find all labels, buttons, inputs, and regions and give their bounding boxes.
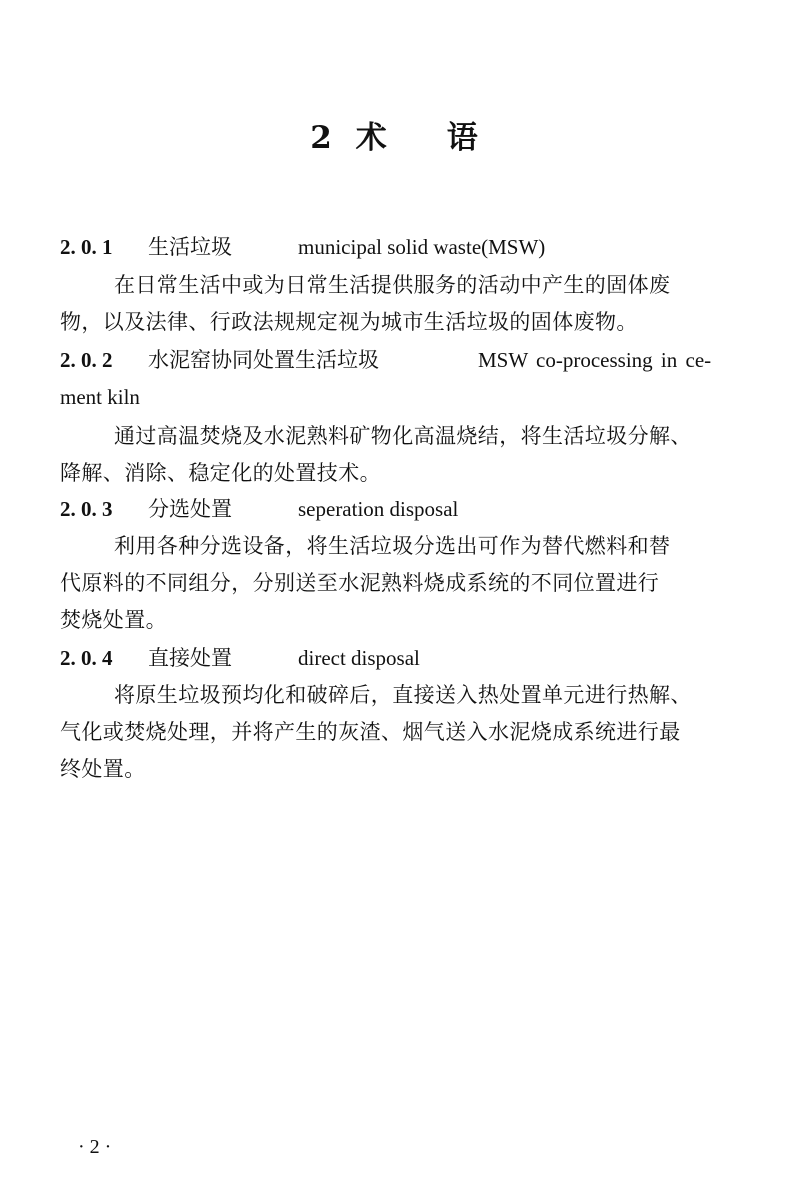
term-definition-2-0-4 [60,677,766,788]
term-number: 2. 0. 4 [60,646,113,670]
chapter-title-part2: 语 [446,120,480,156]
definition-line: 焚烧处置。 [60,608,167,632]
definition-line: 降解、消除、稳定化的处置技术。 [60,461,381,485]
term-heading-2-0-4 [60,640,766,677]
chapter-title [0,112,790,157]
page-number: · 2 · [78,1136,112,1158]
definition-line: 代原料的不同组分，分别送至水泥熟料烧成系统的不同位置进行 [60,571,660,595]
definition-line: 气化或焚烧处理，并将产生的灰渣、烟气送入水泥烧成系统进行最 [60,720,681,744]
term-number: 2. 0. 1 [60,235,113,259]
term-chinese: 分选处置 [148,497,232,521]
term-number: 2. 0. 2 [60,348,113,372]
definition-line: 将原生垃圾预均化和破碎后，直接送入热处置单元进行热解、 [114,683,692,707]
definition-line: 利用各种分选设备，将生活垃圾分选出可作为替代燃料和替 [114,534,671,558]
definition-line: 通过高温焚烧及水泥熟料矿物化高温烧结，将生活垃圾分解、 [114,424,692,448]
chapter-title-part1: 术 [355,120,389,156]
term-chinese: 直接处置 [148,646,232,670]
term-number: 2. 0. 3 [60,497,113,521]
term-chinese: 水泥窑协同处置生活垃圾 [148,348,379,372]
term-english: seperation disposal [298,497,459,521]
term-english: direct disposal [298,646,420,670]
term-english: MSW co-processing in ce- [478,348,712,372]
chapter-number: 2 [310,120,334,156]
term-english: municipal solid waste(MSW) [298,235,546,259]
term-definition-2-0-3 [60,528,766,639]
definition-line: 在日常生活中或为日常生活提供服务的活动中产生的固体废 [114,273,671,297]
term-english-continued: ment kiln [60,385,140,409]
definition-line: 物，以及法律、行政法规规定视为城市生活垃圾的固体废物。 [60,310,638,334]
term-definition-2-0-2 [60,418,766,492]
term-heading-2-0-3 [60,491,766,528]
term-heading-2-0-1 [60,229,766,266]
definition-line: 终处置。 [60,757,146,781]
term-chinese: 生活垃圾 [148,235,232,259]
term-heading-2-0-2 [60,342,766,416]
term-definition-2-0-1 [60,267,766,341]
